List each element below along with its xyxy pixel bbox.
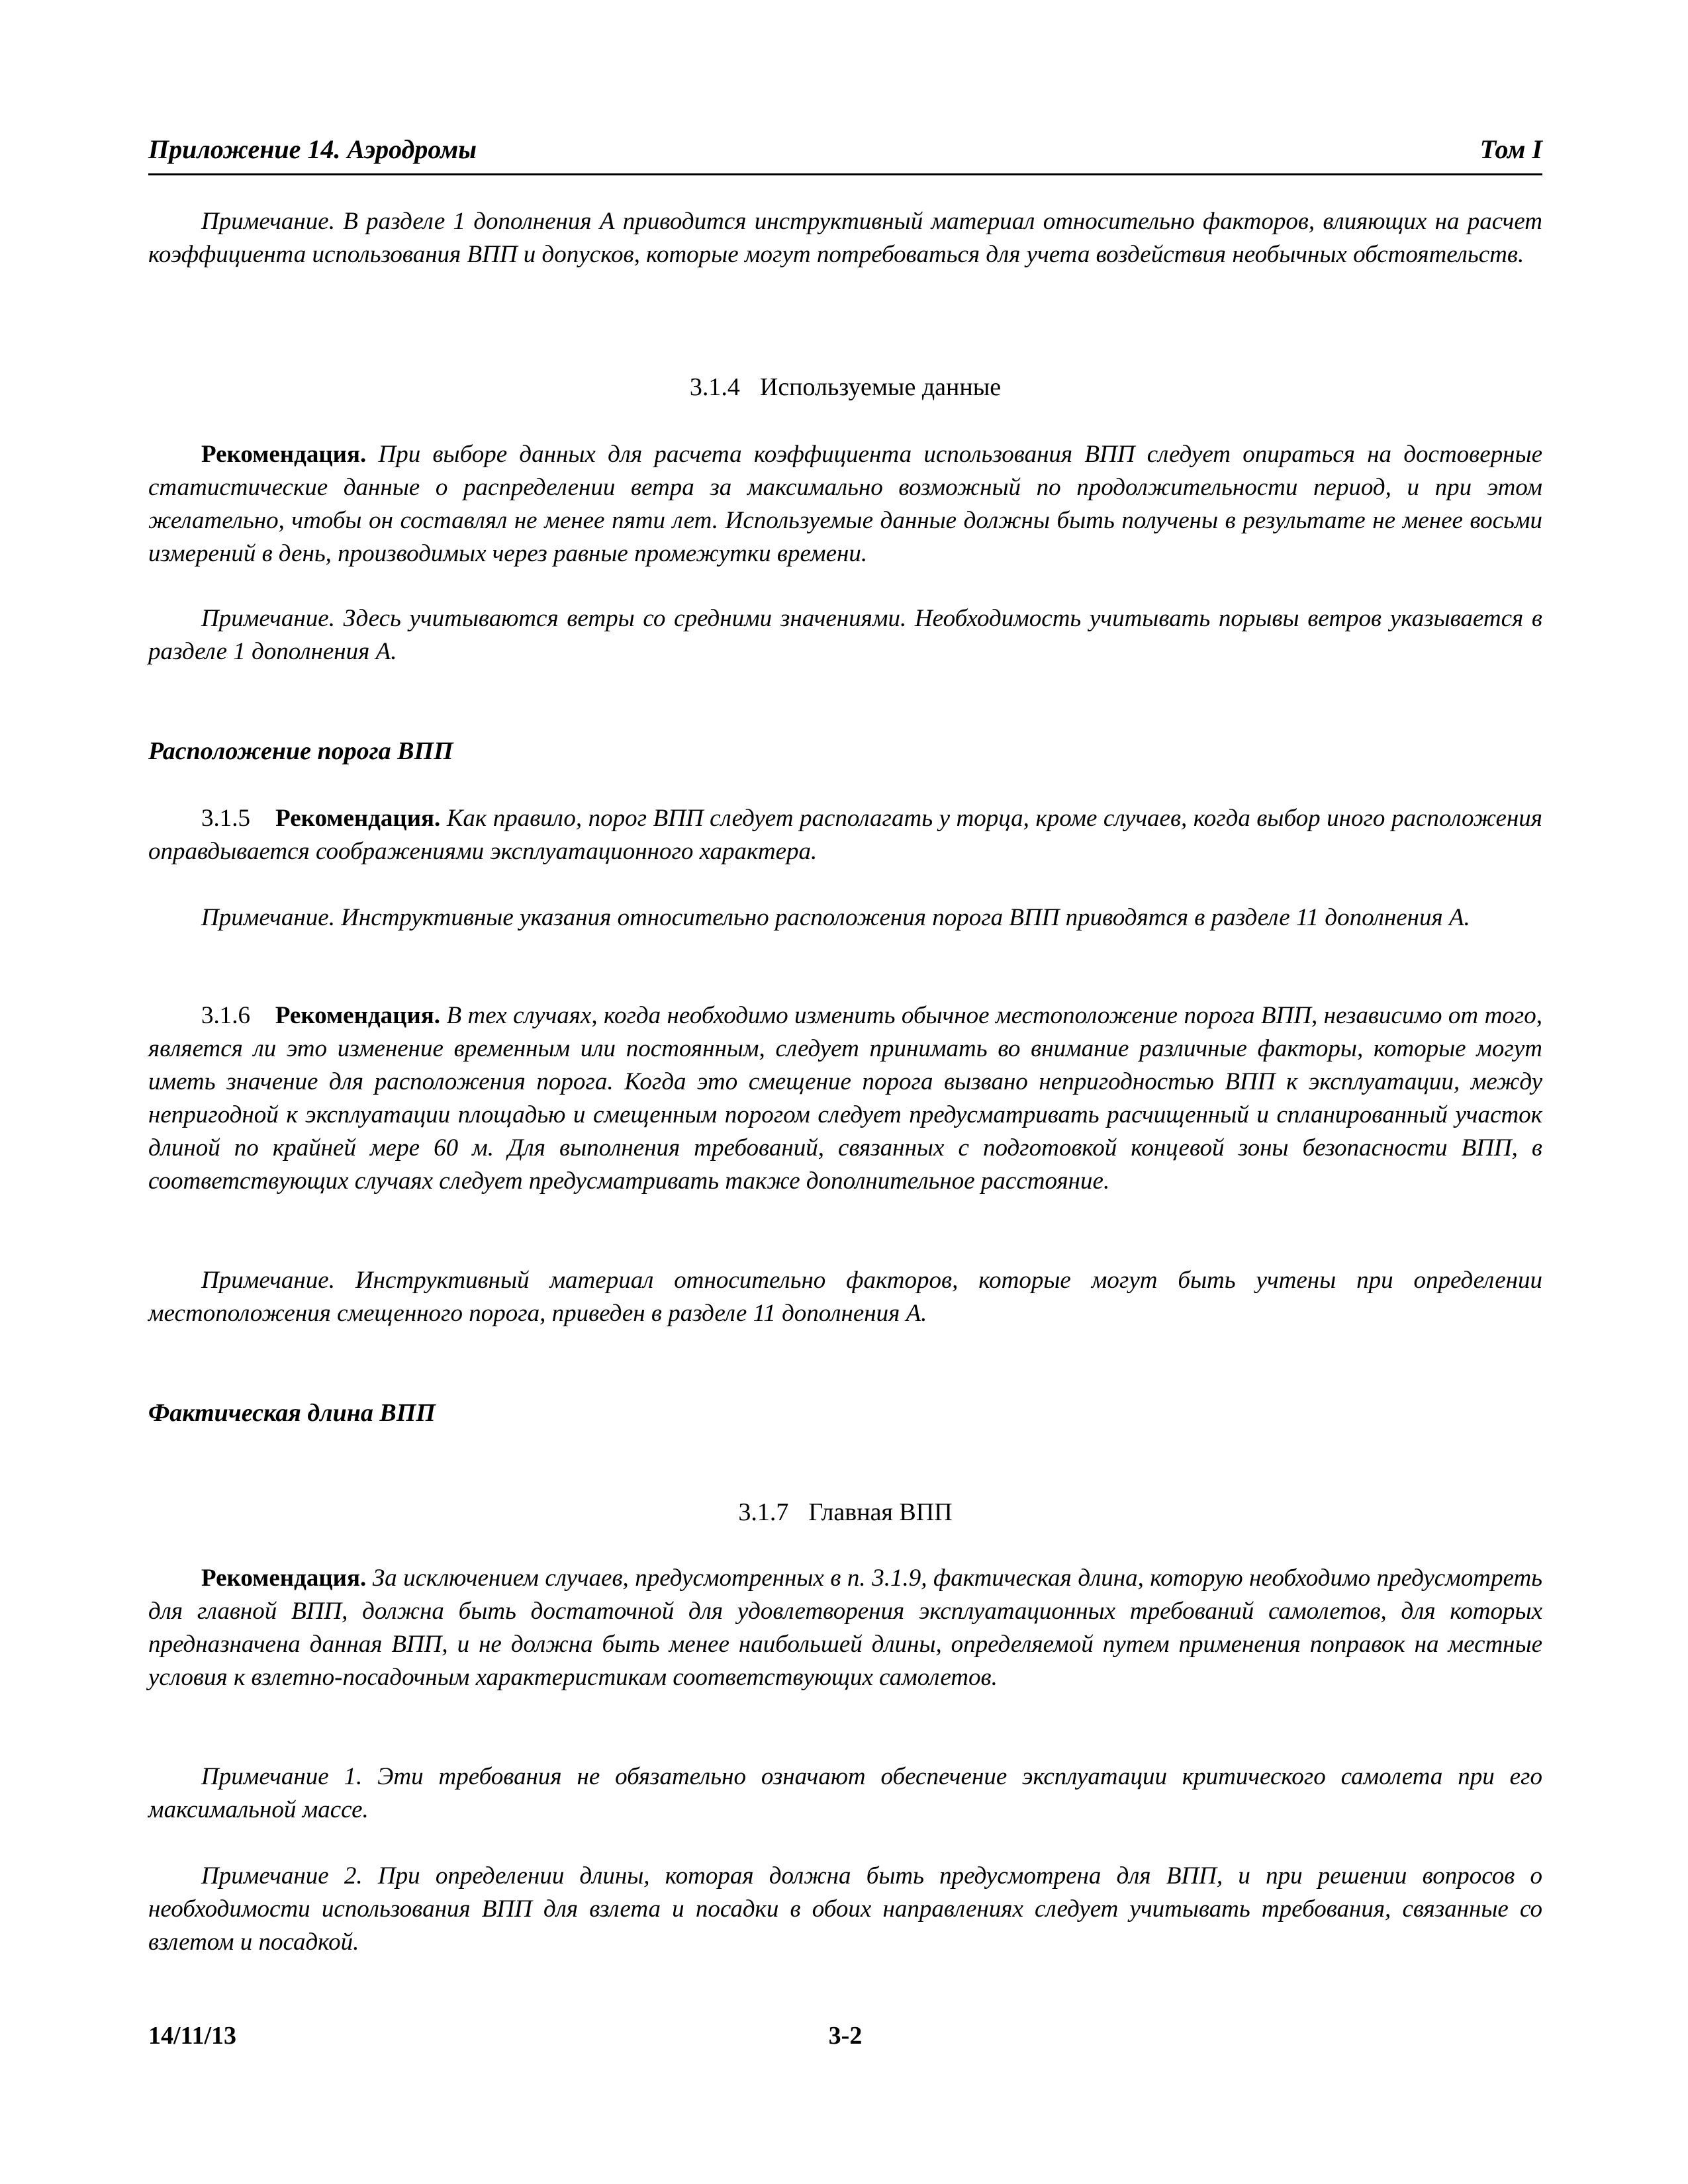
recommendation-paragraph — [148, 802, 1542, 868]
recommendation-paragraph — [148, 1562, 1542, 1694]
paragraph-number: 3.1.6 — [201, 1002, 250, 1029]
subsection-number: 3.1.7 — [738, 1498, 789, 1526]
paragraph-number: 3.1.5 — [201, 805, 250, 832]
note-paragraph: Примечание. Инструктивные указания относительно расположения порога ВПП приводятся в разделе 11 дополнения А. — [201, 904, 1470, 931]
page-number: 3-2 — [828, 2022, 863, 2050]
recommendation-label: Рекомендация. — [201, 1565, 367, 1592]
note-paragraph: Примечание 2. При определении длины, которая должна быть предусмотрена для ВПП, и при решении вопросов о необходимости использования ВПП для взлета и посадки в обоих направлениях следует учитывать требования, связанные со взлетом и посадкой. — [148, 1862, 1542, 1956]
note-paragraph: Примечание. Здесь учитываются ветры со средними значениями. Необходимость учитывать порывы ветров указывается в разделе 1 дополнения А. — [148, 605, 1542, 665]
note-paragraph: Примечание 1. Эти требования не обязательно означают обеспечение эксплуатации критического самолета при его максимальной массе. — [148, 1763, 1542, 1823]
recommendation-label: Рекомендация. — [275, 805, 441, 832]
subsection-number: 3.1.4 — [689, 373, 740, 401]
recommendation-text: За исключением случаев, предусмотренных в п. 3.1.9, фактическая длина, которую необходимо предусмотреть для главной ВПП, должна быть достаточной для удовлетворения эксплуатационных требований самолетов, для которых предназначена данная ВПП, и не должна быть менее наибольшей длины, определяемой путем применения поправок на местные условия к взлетно-посадочным характеристикам соответствующих самолетов. — [148, 1565, 1543, 1691]
header-title: Приложение 14. Аэродромы — [148, 134, 477, 164]
recommendation-label: Рекомендация. — [275, 1002, 441, 1029]
section-side-heading: Расположение порога ВПП — [148, 737, 453, 765]
page-header — [148, 134, 1542, 175]
header-volume: Том I — [1479, 134, 1542, 164]
subsection-heading — [148, 371, 1542, 404]
note-paragraph: Примечание. В разделе 1 дополнения А приводится инструктивный материал относительно факторов, влияющих на расчет коэффициента использования ВПП и допусков, которые могут потребоваться для учета воздействия необычных обстоятельств. — [148, 208, 1542, 268]
recommendation-text: В тех случаях, когда необходимо изменить обычное местоположение порога ВПП, независимо от того, является ли это изменение временным или постоянным, следует принимать во внимание различные факторы, которые могут иметь значение для расположения порога. Когда это смещение порога вызвано непригодностью ВПП к эксплуатации, между непригодной к эксплуатации площадью и смещенным порогом следует предусматривать расчищенный и спланированный участок длиной по крайней мере 60 м. Для выполнения требований, связанных с подготовкой концевой зоны безопасности ВПП, в соответствующих случаях следует предусматривать также дополнительное расстояние. — [148, 1002, 1542, 1195]
recommendation-paragraph — [148, 438, 1542, 570]
subsection-title: Главная ВПП — [808, 1498, 953, 1526]
section-side-heading: Фактическая длина ВПП — [148, 1399, 436, 1427]
recommendation-text: При выборе данных для расчета коэффициента использования ВПП следует опираться на достоверные статистические данные о распределении ветра за максимально возможный по продолжительности период, и при этом желательно, чтобы он составлял не менее пяти лет. Используемые данные должны быть получены в результате не менее восьми измерений в день, производимых через равные промежутки времени. — [148, 441, 1542, 567]
note-paragraph: Примечание. Инструктивный материал относительно факторов, которые могут быть учтены при определении местоположения смещенного порога, приведен в разделе 11 дополнения А. — [148, 1267, 1542, 1327]
recommendation-paragraph — [148, 999, 1542, 1198]
subsection-heading — [148, 1496, 1542, 1529]
footer-date: 14/11/13 — [148, 2022, 237, 2050]
recommendation-text: Как правило, порог ВПП следует располагать у торца, кроме случаев, когда выбор иного расположения оправдывается соображениями эксплуатационного характера. — [148, 805, 1543, 865]
subsection-title: Используемые данные — [759, 373, 1002, 401]
recommendation-label: Рекомендация. — [201, 441, 367, 468]
